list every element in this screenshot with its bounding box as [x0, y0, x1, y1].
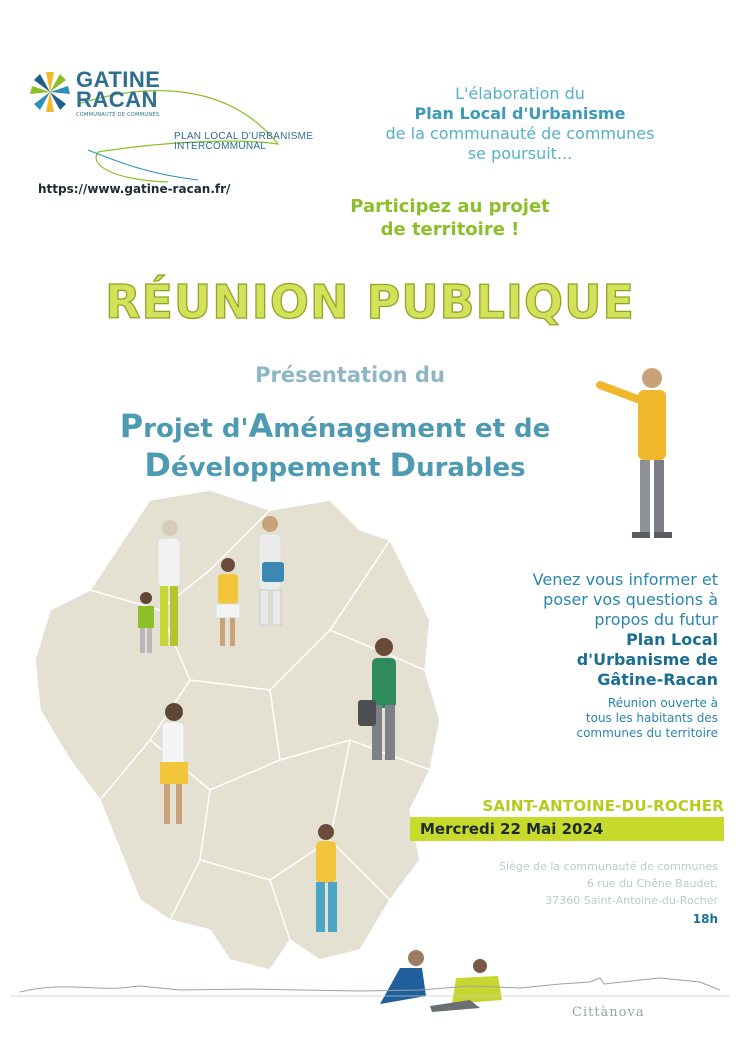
gatine-racan-logo [28, 62, 328, 192]
intro-line4: se poursuit... [467, 144, 573, 163]
info-small2: tous les habitants des [585, 711, 718, 725]
logo-line1: GATINE [76, 67, 161, 92]
participate-line1: Participez au projet [350, 196, 550, 217]
intro-line1: L'élaboration du [455, 84, 585, 103]
pointing-man-figure [600, 368, 672, 538]
intro-line3: de la communauté de communes [385, 124, 655, 143]
plui-line2: INTERCOMMUNAL [174, 141, 267, 152]
project-title-line2: Développement Durables [144, 446, 526, 484]
event-time: 18h [692, 912, 718, 926]
logo-line2: RACAN [76, 87, 158, 112]
info-small [448, 696, 718, 741]
address-line2: 6 rue du Chêne Baudet, [586, 877, 718, 890]
logo-subline: COMMUNAUTÉ DE COMMUNES [76, 112, 160, 118]
address-line3: 37360 Saint-Antoine-du-Rocher [545, 894, 718, 907]
website-url[interactable]: https://www.gatine-racan.fr/ [38, 182, 231, 196]
plui-line1: PLAN LOCAL D'URBANISME [174, 131, 314, 142]
info-plu3: Gâtine-Racan [597, 670, 718, 689]
info-line3: propos du futur [594, 610, 718, 629]
project-title-line1: Projet d'Aménagement et de [119, 407, 551, 445]
info-small1: Réunion ouverte à [607, 696, 718, 710]
event-date: Mercredi 22 Mai 2024 [420, 820, 604, 838]
info-line2: poser vos questions à [543, 590, 718, 609]
cittanova-brand: Cittànova [572, 1005, 645, 1020]
participate-line2: de territoire ! [380, 219, 520, 240]
info-plu1: Plan Local [626, 630, 718, 649]
intro-line2: Plan Local d'Urbanisme [414, 104, 626, 123]
headline: RÉUNION PUBLIQUE [105, 275, 635, 329]
info-plu2: d'Urbanisme de [576, 650, 718, 669]
info-block [448, 570, 718, 741]
logo-graphic [28, 62, 328, 192]
info-line1: Venez vous informer et [532, 570, 718, 589]
event-address [400, 858, 718, 909]
info-small3: communes du territoire [576, 726, 718, 740]
presentation-label: Présentation du [255, 363, 445, 387]
event-place: SAINT-ANTOINE-DU-ROCHER [482, 797, 724, 815]
participate-text [300, 195, 600, 241]
address-line1: Siège de la communauté de communes [499, 860, 718, 873]
intro-text [330, 84, 710, 164]
